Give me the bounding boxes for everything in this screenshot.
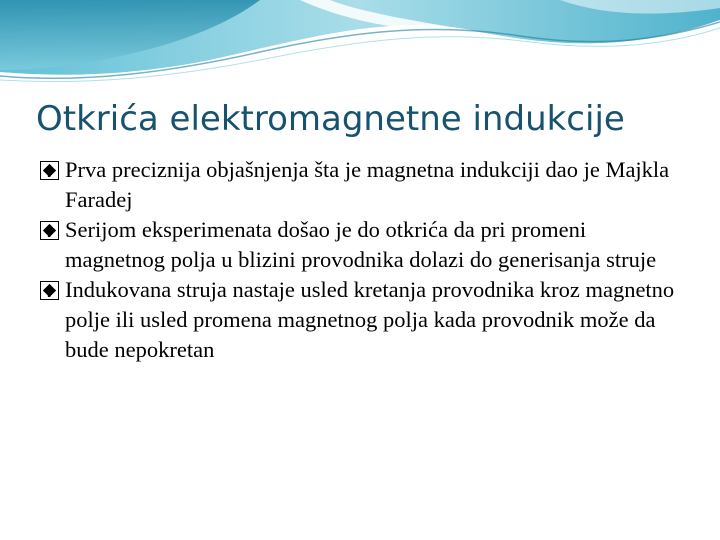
list-item (40, 155, 680, 215)
bullet-text: Indukovana struja nastaje usled kretanja provodnika kroz magnetno polje ili usled promena magnetnog polja kada provodnik može da bude nepokretan (65, 277, 675, 362)
bullet-text: Prva preciznija objašnjenja šta je magnetna indukciji dao je Majkla Faradej (65, 157, 670, 212)
missing-glyph-bullet-icon (40, 221, 59, 240)
list-item (40, 275, 680, 365)
list-item (40, 215, 680, 275)
bullet-list (40, 155, 680, 365)
missing-glyph-bullet-icon (40, 161, 59, 180)
missing-glyph-bullet-icon (40, 281, 59, 300)
slide-title: Otkrića elektromagnetne indukcije (36, 99, 625, 139)
decorative-header-wave (0, 0, 720, 90)
bullet-text: Serijom eksperimenata došao je do otkrića da pri promeni magnetnog polja u blizini provodnika dolazi do generisanja struje (65, 217, 657, 272)
